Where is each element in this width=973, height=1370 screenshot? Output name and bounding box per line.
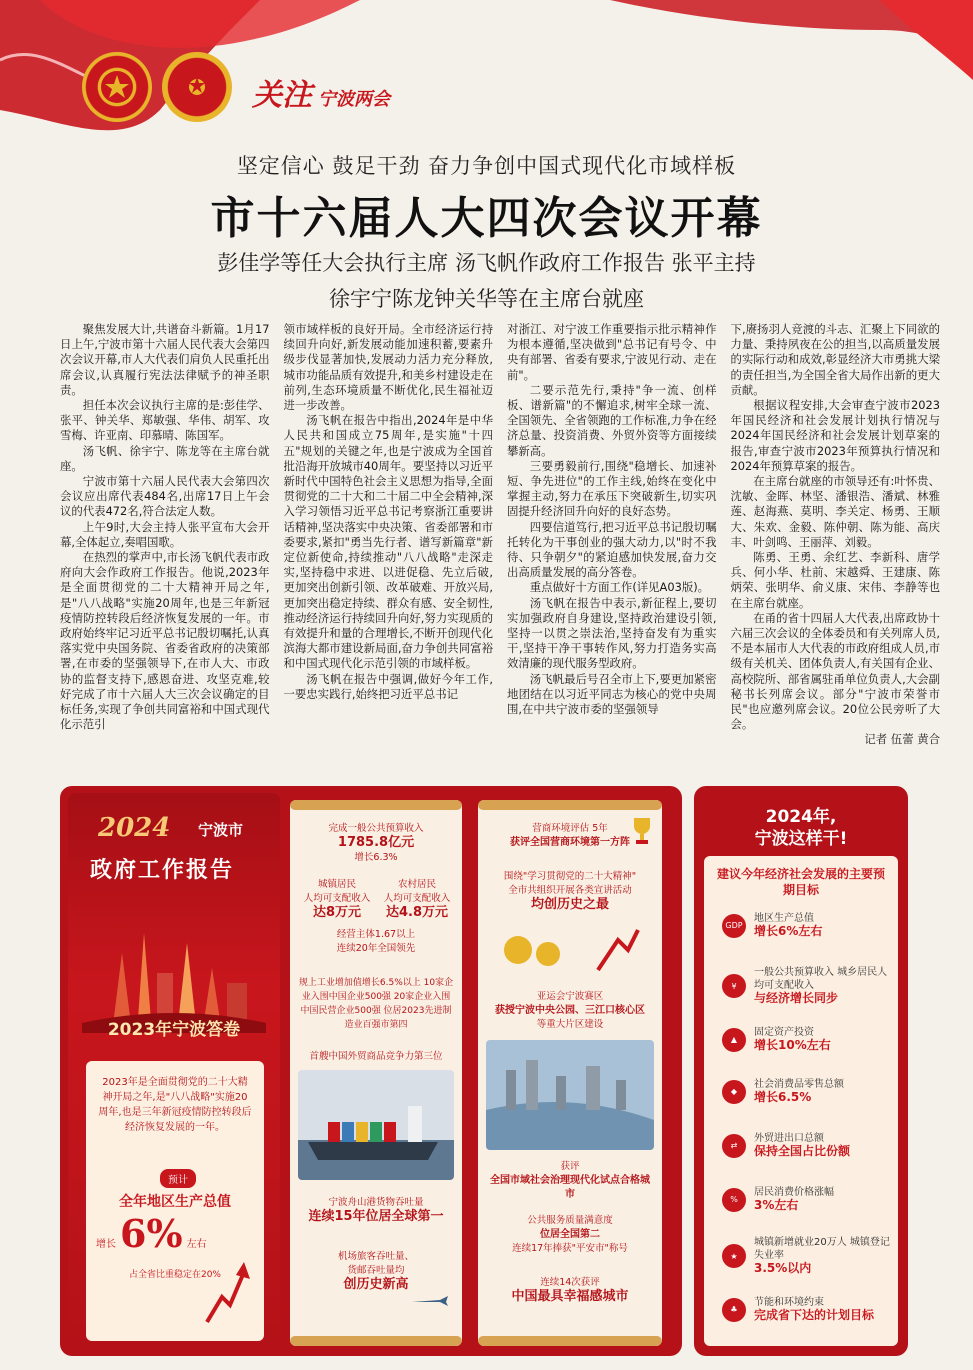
stat-label: 机场旅客吞吐量、 — [337, 1251, 414, 1262]
goals-title-2: 宁波这样干! — [754, 829, 848, 849]
stat-label: 城镇居民 — [317, 879, 356, 890]
scroll-rod — [290, 1336, 462, 1346]
gdp-note: 占全省比重稳定在20% — [128, 1270, 221, 1280]
stat-governance — [486, 1160, 654, 1202]
stat-value: 均创历史之最 — [530, 897, 609, 912]
goal-target: 增长6.5% — [754, 1090, 812, 1104]
stat-label: 连续14次获评 — [540, 1277, 600, 1288]
goal-target: 3.5%以内 — [754, 1261, 812, 1275]
report-year: 2024 — [98, 813, 171, 843]
paragraph: 汤飞帆在报告中指出,2024年是中华人民共和国成立75周年,是实施"十四五"规划的关键之年,也是宁波成为全国首批沿海开放城市40周年。要坚持以习近平新时代中国特色社会主义思想为指导,全面贯彻党的二十大和二十届二中全会精神,深入学习领悟习近平总书记考察浙江重要讲话精神,坚决落实中央决策、省委部署和市委要求,紧扣"勇当先行者、谱写新篇章"新定位新使命,持续推动"八八战略"走深走实,坚持稳中求进、以进促稳、先立后破,更加突出创新引领、改革破难、开放兴局,更加突出稳定持续、群众有感、安全韧性,推动经济运行持续回升向好,努力实现质的有效提升和量的合理增长,不断开创现代化滨海大都市建设新局面,奋力争创共同富裕和中国式现代化示范引领的市域样板。 — [283, 413, 493, 671]
stat-label: 等重大片区建设 — [536, 1019, 604, 1030]
forecast-badge: 预计 — [160, 1169, 196, 1188]
stat-propaganda — [486, 870, 654, 913]
gdp-prefix: 增长 — [96, 1239, 116, 1250]
trade-icon: ⇄ — [722, 1134, 746, 1158]
infographic-scroll-3 — [478, 800, 662, 1346]
stat-value: 获评全国营商环境第一方阵 — [510, 837, 630, 848]
paragraph: 三要勇毅前行,围绕"稳增长、加速补短、争先进位"的工作主线,始终在变化中掌握主动,努力在承压下突破新生,切实巩固提升经济回升向好的良好态势。 — [507, 458, 717, 519]
stat-label: 农村居民 — [397, 879, 436, 890]
article-column-3 — [507, 322, 717, 777]
goal-label: 社会消费品零售总额 — [754, 1079, 844, 1090]
stat-label: 连续20年全国领先 — [336, 943, 416, 954]
paragraph: 上午9时,大会主持人张平宣布大会开幕,全体起立,奏唱国歌。 — [60, 519, 270, 549]
answer-box — [86, 1061, 264, 1341]
stat-label: 营商环境评估 5年 — [532, 823, 608, 834]
employment-icon: ★ — [722, 1244, 746, 1268]
infographic-panel-report — [68, 793, 280, 1349]
goal-target: 保持全国占比份额 — [754, 1144, 851, 1158]
subheadline-1: 彭佳学等任大会执行主席 汤飞帆作政府工作报告 张平主持 — [217, 251, 756, 275]
infographic-panel-goals — [694, 786, 908, 1356]
section-tag-main: 关注 — [252, 78, 312, 113]
goal-item — [722, 966, 892, 1006]
income-icon: ¥ — [722, 974, 746, 998]
stat-value: 1785.8亿元 — [337, 835, 415, 850]
goal-label: 固定资产投资 — [754, 1027, 814, 1038]
paragraph: 四要信道笃行,把习近平总书记殷切嘱托转化为干事创业的强大动力,以"时不我待、只争朝夕"的紧迫感加快发展,奋力交出高质量发展的高分答卷。 — [507, 519, 717, 580]
paragraph: 重点做好十方面工作(详见A03版)。 — [529, 580, 710, 595]
scroll-rod — [478, 1336, 662, 1346]
stat-port — [298, 1196, 454, 1225]
stat-label: 公共服务质量满意度 — [527, 1215, 613, 1226]
stat-value: 达4.8万元 — [385, 905, 449, 920]
paragraph: 宁波市第十六届人民代表大会第四次会议应出席代表484名,出席17日上午会议的代表472名,符合法定人数。 — [60, 474, 270, 519]
port-ship-illustration — [298, 1070, 454, 1180]
stat-rural-income — [378, 878, 456, 921]
paragraph: 对浙江、对宁波工作重要指示批示精神作为根本遵循,坚决做到"总书记有号令、中央有部署、省委有要求,宁波见行动、走在前"。 — [507, 322, 717, 382]
goal-item — [722, 1026, 892, 1053]
goal-target: 3%左右 — [754, 1198, 799, 1212]
paragraph: 汤飞帆在报告中强调,做好今年工作,一要忠实践行,始终把习近平总书记 — [283, 671, 493, 701]
stat-label: 围绕"学习贯彻党的二十大精神" — [503, 871, 637, 882]
article-column-1 — [60, 322, 270, 777]
paragraph: 聚焦发展大计,共谱奋斗新篇。1月17日上午,宁波市第十六届人民代表大会第四次会议开幕,市人大代表们肩负人民重托出席会议,认真履行宪法法律赋予的神圣职责。 — [60, 322, 270, 397]
goals-card — [704, 856, 898, 1346]
stat-market-entities — [298, 928, 454, 956]
goal-label: 城镇新增就业20万人 城镇登记失业率 — [754, 1237, 890, 1261]
gdp-title: 全年地区生产总值 — [119, 1194, 231, 1210]
stat-value: 连续15年位居全球第一 — [308, 1209, 444, 1224]
answer-title: 2023年宁波答卷 — [107, 1020, 241, 1040]
stat-asian-games — [486, 990, 654, 1032]
paragraph: 担任本次会议执行主席的是:彭佳学、张平、钟关华、郑敏强、华伟、胡军、攻雪梅、许亚南、印慕晴、陈国军。 — [60, 398, 270, 443]
stat-label: 亚运会宁波赛区 — [536, 991, 604, 1002]
section-tag-sub: 宁波两会 — [318, 89, 390, 110]
goal-item — [722, 1186, 892, 1213]
stat-public-service — [486, 1214, 654, 1256]
gdp-icon: GDP — [722, 914, 746, 938]
scroll-rod — [478, 800, 662, 810]
stat-label: 获评 — [560, 1161, 580, 1172]
stat-industry: 规上工业增加值增长6.5%以上 10家企业入围中国企业500强 20家企业入围中国民营企业500强 位居2023先进制造业百强市第四 — [298, 978, 454, 1030]
paragraph: 领市域样板的良好开局。全市经济运行持续回升向好,新发展动能加速积蓄,要素升级步伐显著加快,发展动力活力充分释放,城市功能品质有效提升,和美乡村建设走在前列,生态环境质量不断优化,民生福祉迈进一步改善。 — [283, 322, 493, 413]
stat-label: 货邮吞吐量均 — [347, 1265, 405, 1276]
stat-value: 中国最具幸福感城市 — [511, 1289, 629, 1304]
stat-budget — [298, 822, 454, 865]
paragraph: 二要示范先行,秉持"争一流、创样板、谱新篇"的不懈追求,树牢全球一流、全国领先、全省领跑的工作标准,力争在经济总量、投资消费、外贸外资等方面接续攀新高。 — [507, 382, 717, 458]
gdp-value: 6% — [120, 1211, 183, 1256]
stat-value: 达8万元 — [312, 905, 362, 920]
stat-airport — [298, 1250, 454, 1293]
stat-label: 连续17年捧获"平安市"称号 — [512, 1243, 628, 1254]
subheadline-2: 徐宇宁陈龙钟关华等在主席台就座 — [329, 287, 644, 311]
byline: 记者 伍蕾 黄合 — [864, 732, 940, 747]
infographic-scroll-2 — [290, 800, 462, 1346]
airplane-icon — [410, 1290, 450, 1310]
paragraph: 汤飞帆在报告中表示,新征程上,要切实加强政府自身建设,坚持政治建设引领,坚持一以贯之崇法治,坚持奋发有为重实干,坚持干净干事转作风,努力打造务实高效清廉的现代服务型政府。 — [507, 595, 717, 671]
goal-item — [722, 912, 892, 939]
paragraph: 陈勇、王勇、余红艺、李新科、唐学兵、何小华、杜前、宋越舜、王建康、陈炳荣、张明华、俞义康、宋伟、李静等也在主席台就座。 — [730, 550, 940, 610]
stat-value: 创历史新高 — [343, 1277, 409, 1292]
growth-arrow-icon — [202, 1257, 252, 1327]
stat-happiness — [486, 1276, 654, 1305]
goals-card-heading: 建议今年经济社会发展的主要预期目标 — [716, 867, 885, 897]
article-column-4 — [731, 322, 941, 777]
answer-intro: 2023年是全面贯彻党的二十大精神开局之年,是"八八战略"实施20周年,也是三年新冠疫情防控转段后经济恢复发展的一年。 — [98, 1077, 252, 1133]
kicker-title: 坚定信心 鼓足干劲 奋力争创中国式现代化市域样板 — [236, 154, 737, 178]
paragraph: 汤飞帆、徐宇宁、陈龙等在主席台就座。 — [60, 443, 270, 473]
stat-label: 宁波舟山港货物吞吐量 — [328, 1197, 424, 1208]
paragraph: 下,赓扬羽人竞渡的斗志、汇聚上下同欲的力量、秉持夙夜在公的担当,以高质量发展的实际行动和成效,彰显经济大市勇挑大梁的责任担当,为全国全省大局作出新的更大贡献。 — [730, 322, 940, 397]
price-icon: % — [722, 1188, 746, 1212]
paragraph: 在主席台就座的市领导还有:叶怀贵、沈敏、金晖、林坚、潘银浩、潘斌、林雅莲、赵海燕、莫明、李关定、杨勇、王顺大、朱欢、金毅、陈仲朝、陈为能、高庆丰、叶剑鸣、王丽萍、刘毅。 — [730, 474, 940, 549]
goal-target: 增长10%左右 — [754, 1038, 831, 1052]
stat-urban-income — [298, 878, 376, 921]
stat-growth: 增长6.3% — [354, 852, 398, 863]
stat-label: 完成一般公共预算收入 — [328, 823, 424, 834]
page-headline: 市十六届人大四次会议开幕 — [210, 193, 763, 244]
goal-label: 节能和环境约束 — [754, 1297, 824, 1308]
article-column-2 — [284, 322, 494, 777]
gdp-suffix: 左右 — [186, 1239, 207, 1250]
goal-item — [722, 1236, 892, 1276]
cppcc-emblem-icon — [162, 52, 232, 122]
stat-label: 全市共组织开展各类宣讲活动 — [508, 885, 632, 896]
gdp-growth — [96, 1211, 256, 1256]
paragraph: 根据议程安排,大会审查宁波市2023年国民经济和社会发展计划执行情况与2024年国民经济和社会发展计划草案的报告,审查宁波市2023年预算执行情况和2024年预算草案的报告。 — [730, 398, 940, 473]
goal-label: 地区生产总值 — [754, 913, 814, 924]
goal-label: 居民消费价格涨幅 — [754, 1187, 834, 1198]
goal-target: 完成省下达的计划目标 — [754, 1308, 875, 1322]
goals-title-1: 2024年, — [765, 807, 837, 827]
report-title: 政府工作报告 — [90, 858, 235, 883]
stat-value: 获授宁波中央公园、三江口核心区 — [495, 1005, 645, 1016]
report-city: 宁波市 — [198, 821, 244, 839]
athletes-medal-illustration — [488, 920, 652, 980]
goal-label: 一般公共预算收入 城乡居民人均可支配收入 — [754, 967, 888, 991]
goal-item — [722, 1078, 892, 1105]
goal-item — [722, 1132, 892, 1159]
retail-icon: ◆ — [722, 1080, 746, 1104]
stat-value: 位居全国第二 — [540, 1229, 600, 1240]
stat-value: 全国市域社会治理现代化试点合格城市 — [490, 1175, 650, 1200]
investment-icon: ▲ — [722, 1028, 746, 1052]
paragraph: 在热烈的掌声中,市长汤飞帆代表市政府向大会作政府工作报告。他说,2023年是全面贯彻党的二十大精神开局之年,是"八八战略"实施20周年,也是三年新冠疫情防控转段后经济恢复发展的一年。市政府始终牢记习近平总书记殷切嘱托,认真落实党中央国务院、省委省政府的决策部署,在市委的坚强领导下,在市人大、市政协的监督支持下,感恩奋进、攻坚克难,较好完成了市十六届人大三次会议确定的目标任务,实现了争创共同富裕和中国式现代化示范引 — [60, 550, 270, 732]
paragraph: 汤飞帆最后号召全市上下,要更加紧密地团结在以习近平同志为核心的党中央周围,在中共宁波市委的坚强领导 — [507, 671, 717, 717]
goal-item — [722, 1296, 892, 1323]
trophy-icon — [628, 816, 656, 848]
stat-label: 经营主体1.67以上 — [336, 929, 416, 940]
goal-label: 外贸进出口总额 — [754, 1133, 824, 1144]
stat-label: 人均可支配收入 — [383, 893, 451, 904]
section-tag — [252, 70, 390, 114]
stat-export: 首艘中国外贸商品竞争力第三位 — [309, 1051, 443, 1062]
goal-target: 增长6%左右 — [754, 924, 823, 938]
stat-label: 人均可支配收入 — [303, 893, 371, 904]
scroll-rod — [290, 800, 462, 810]
environment-icon: ♣ — [722, 1298, 746, 1322]
city-river-photo — [486, 1040, 654, 1150]
goal-target: 与经济增长同步 — [754, 991, 839, 1005]
article-body — [60, 322, 940, 777]
paragraph: 在甬的省十四届人大代表,出席政协十六届三次会议的全体委员和有关列席人员,不是本届市人大代表的市政府组成人员,市级有关机关、团体负责人,有关国有企业、高校院所、部省属驻甬单位负责人,大会副秘书长列席会议。部分"宁波市荣誉市民"也应邀列席会议。20位公民旁听了大会。 — [730, 610, 940, 732]
national-emblem-icon — [82, 52, 152, 122]
